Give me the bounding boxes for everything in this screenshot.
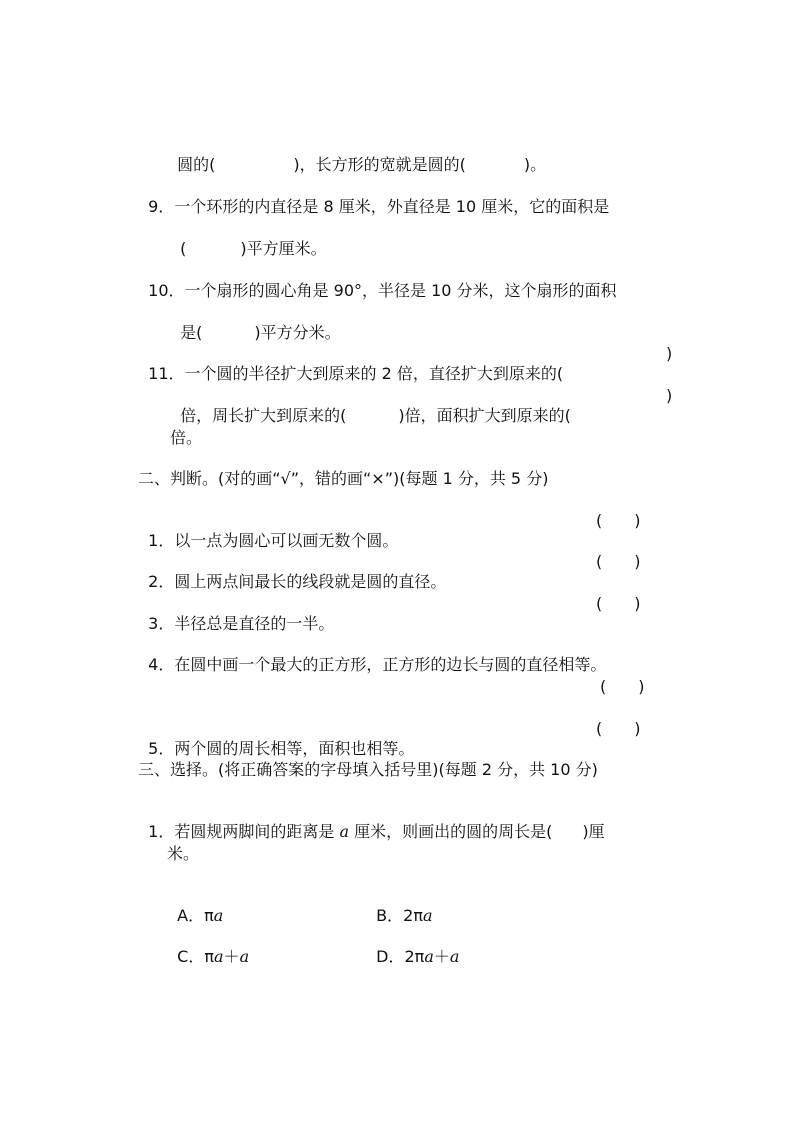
judge-5-text: 两个圆的周长相等，面积也相等。 — [174, 739, 415, 758]
judge-2-number: 2． — [148, 572, 175, 591]
option-c-pi: π — [204, 947, 214, 966]
judge-4-text: 在圆中画一个最大的正方形，正方形的边长与圆的直径相等。 — [174, 655, 607, 674]
question-11 — [138, 344, 563, 384]
q9-continuation — [170, 219, 327, 259]
q9-cont-a: ( — [180, 239, 187, 258]
section-2-title: 二、判断。(对的画“√”，错的画“×”)(每题 1 分，共 5 分) — [138, 469, 549, 488]
question-10 — [138, 261, 617, 301]
option-d-label: D． — [376, 947, 405, 966]
choice-1-continuation: 米。 — [167, 844, 200, 863]
option-d-plus: ＋ — [433, 947, 450, 966]
option-a-label: A． — [177, 906, 205, 925]
option-d-var2: a — [449, 947, 460, 966]
judge-3-answer-blank[interactable]: ( ) — [596, 594, 641, 613]
q11-close-2: ) — [666, 386, 673, 405]
choice-1-number: 1． — [148, 822, 175, 841]
q8-text-c: )。 — [523, 155, 547, 174]
judge-3-number: 3． — [148, 614, 175, 633]
judge-5-number: 5． — [148, 739, 175, 758]
choice-1-text-a: 若圆规两脚间的距离是 — [174, 822, 340, 841]
q11-line2-b: )倍，面积扩大到原来的( — [398, 406, 571, 425]
option-b-label: B． — [376, 906, 404, 925]
option-c-var: a — [214, 947, 224, 966]
option-c-label: C． — [177, 947, 205, 966]
q9-number: 9． — [148, 197, 175, 216]
q10-text: 一个扇形的圆心角是 90°，半径是 10 分米，这个扇形的面积 — [184, 281, 617, 300]
judge-item-2 — [138, 552, 446, 592]
option-a-pi: π — [204, 906, 214, 925]
choice-option-c[interactable] — [167, 927, 249, 967]
judge-4-number: 4． — [148, 655, 175, 674]
option-c-plus: ＋ — [223, 947, 240, 966]
q11-number: 11． — [148, 364, 185, 383]
section-3-title: 三、选择。(将正确答案的字母填入括号里)(每题 2 分，共 10 分) — [138, 760, 598, 779]
q11-line2-a: 倍，周长扩大到原来的( — [180, 406, 347, 425]
judge-item-4 — [138, 635, 606, 675]
choice-1-text-b: 厘米，则画出的圆的周长是( — [349, 822, 553, 841]
option-b-pi: 2π — [403, 906, 423, 925]
q8-continuation — [167, 135, 546, 175]
judge-2-answer-blank[interactable]: ( ) — [596, 552, 641, 571]
option-d-var: a — [424, 947, 434, 966]
q10-continuation — [170, 303, 341, 343]
judge-1-answer-blank[interactable]: ( ) — [596, 511, 641, 530]
option-a-var: a — [213, 906, 224, 925]
q10-cont-a: 是( — [180, 323, 203, 342]
q8-text-b: )，长方形的宽就是圆的( — [293, 155, 466, 174]
judge-3-text: 半径总是直径的一半。 — [174, 614, 335, 633]
question-9 — [138, 177, 609, 217]
option-c-var2: a — [239, 947, 250, 966]
q11-line-3: 倍。 — [170, 428, 203, 447]
judge-4-answer-blank[interactable]: ( ) — [600, 677, 645, 696]
q10-cont-b: )平方分米。 — [254, 323, 341, 342]
judge-item-3 — [138, 594, 334, 634]
q8-text-a: 圆的( — [177, 155, 216, 174]
q11-line-2 — [170, 386, 571, 426]
judge-1-number: 1． — [148, 531, 175, 550]
q11-close-1: ) — [666, 344, 673, 363]
choice-option-b[interactable] — [366, 886, 433, 926]
judge-item-1 — [138, 511, 398, 551]
choice-1-text-c: )厘 — [582, 822, 605, 841]
judge-2-text: 圆上两点间最长的线段就是圆的直径。 — [174, 572, 447, 591]
judge-5-answer-blank[interactable]: ( ) — [596, 719, 641, 738]
option-b-var: a — [422, 906, 433, 925]
q11-text: 一个圆的半径扩大到原来的 2 倍，直径扩大到原来的( — [184, 364, 564, 383]
choice-1-variable: a — [339, 822, 349, 841]
judge-1-text: 以一点为圆心可以画无数个圆。 — [174, 531, 399, 550]
q10-number: 10． — [148, 281, 185, 300]
judge-item-5 — [138, 719, 414, 759]
q9-cont-b: )平方厘米。 — [240, 239, 327, 258]
q9-text: 一个环形的内直径是 8 厘米，外直径是 10 厘米，它的面积是 — [174, 197, 610, 216]
choice-option-a[interactable] — [167, 886, 223, 926]
option-d-pi: 2π — [404, 947, 425, 966]
choice-question-1 — [138, 802, 605, 842]
choice-option-d[interactable] — [366, 927, 459, 967]
